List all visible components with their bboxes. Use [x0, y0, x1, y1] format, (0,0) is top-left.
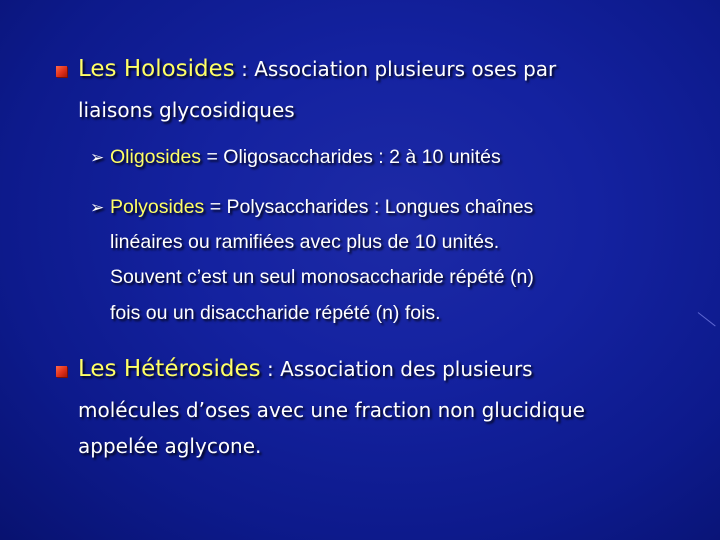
oligosides-item: [110, 146, 501, 169]
arrow-bullet-icon: ➢: [90, 148, 105, 168]
polyosides-line2: linéaires ou ramifiées avec plus de 10 unités.: [110, 231, 500, 253]
heterosides-definition-line2: molécules d’oses avec une fraction non glucidique: [78, 398, 585, 422]
red-square-bullet-icon: [56, 366, 67, 377]
holosides-heading: [78, 56, 556, 82]
oligosides-definition: = Oligosaccharides : 2 à 10 unités: [201, 146, 501, 168]
decorative-streak: [698, 312, 716, 326]
polyosides-definition: = Polysaccharides : Longues chaînes: [204, 196, 534, 218]
oligosides-term: Oligosides: [110, 146, 202, 168]
arrow-bullet-icon: ➢: [90, 198, 105, 218]
polyosides-item: [110, 196, 533, 219]
holosides-definition: : Association plusieurs oses par: [234, 57, 557, 81]
heterosides-term: Les Hétérosides: [78, 356, 261, 382]
holosides-term: Les Holosides: [78, 56, 235, 82]
polyosides-term: Polyosides: [110, 196, 205, 218]
heterosides-heading: [78, 356, 533, 382]
polyosides-line3: Souvent c’est un seul monosaccharide répété (n): [110, 266, 534, 288]
heterosides-definition-line3: appelée aglycone.: [78, 434, 262, 458]
red-square-bullet-icon: [56, 66, 67, 77]
heterosides-definition: : Association des plusieurs: [260, 357, 533, 381]
holosides-definition-line2: liaisons glycosidiques: [78, 98, 295, 122]
polyosides-line4: fois ou un disaccharide répété (n) fois.: [110, 302, 441, 324]
